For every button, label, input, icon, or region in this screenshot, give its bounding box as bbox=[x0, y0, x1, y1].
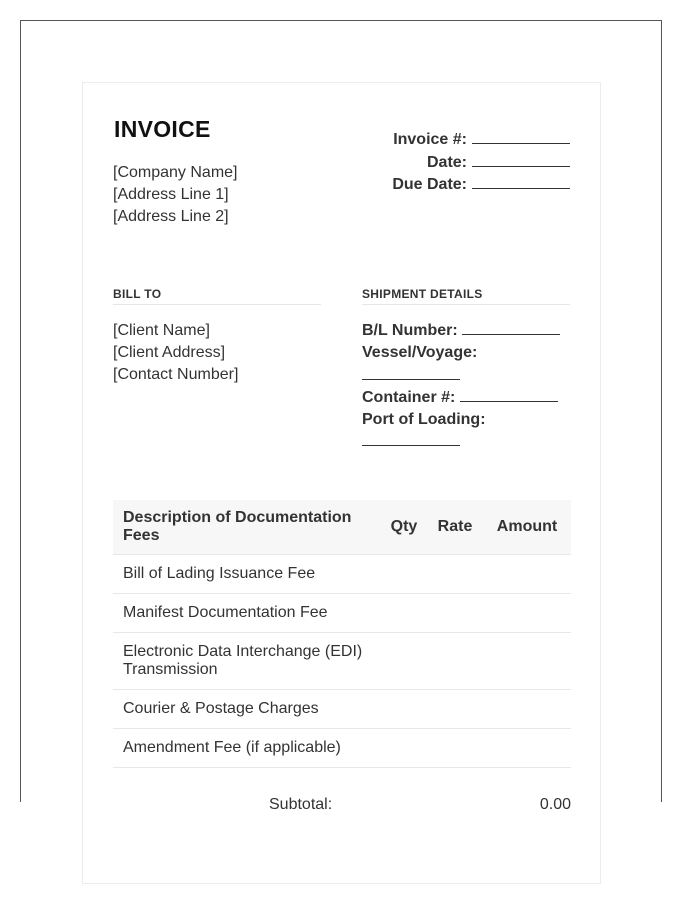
invoice-date-row bbox=[340, 152, 570, 175]
row-qty bbox=[381, 690, 427, 729]
row-rate bbox=[427, 594, 483, 633]
row-qty bbox=[381, 555, 427, 594]
row-qty bbox=[381, 729, 427, 768]
row-qty bbox=[381, 594, 427, 633]
container-number-blank bbox=[460, 387, 558, 402]
document-viewport bbox=[20, 20, 662, 813]
container-number-row bbox=[362, 387, 572, 409]
bill-to-block bbox=[113, 320, 238, 386]
due-date-row bbox=[340, 174, 570, 197]
table-row bbox=[113, 594, 571, 633]
column-header-amount: Amount bbox=[483, 500, 571, 555]
subtotal-label: Subtotal: bbox=[269, 796, 333, 813]
company-block bbox=[113, 162, 238, 228]
invoice-number-row bbox=[340, 129, 570, 152]
row-amount bbox=[483, 633, 571, 690]
subtotal-value: 0.00 bbox=[539, 796, 571, 813]
row-rate bbox=[427, 690, 483, 729]
column-header-rate: Rate bbox=[427, 500, 483, 555]
invoice-number-label: Invoice #: bbox=[393, 131, 467, 148]
row-description: Amendment Fee (if applicable) bbox=[113, 729, 381, 768]
company-name: [Company Name] bbox=[113, 164, 238, 181]
row-description: Manifest Documentation Fee bbox=[113, 594, 381, 633]
invoice-meta bbox=[340, 129, 570, 197]
client-name: [Client Name] bbox=[113, 322, 210, 339]
row-amount bbox=[483, 690, 571, 729]
column-header-qty: Qty bbox=[381, 500, 427, 555]
invoice-title: INVOICE bbox=[114, 116, 211, 142]
row-rate bbox=[427, 729, 483, 768]
row-amount bbox=[483, 594, 571, 633]
company-address-line-1: [Address Line 1] bbox=[113, 186, 229, 203]
bl-number-row bbox=[362, 320, 572, 342]
shipment-details-heading: SHIPMENT DETAILS bbox=[362, 287, 570, 305]
table-row bbox=[113, 555, 571, 594]
invoice-date-label: Date: bbox=[426, 153, 467, 171]
vessel-voyage-row bbox=[362, 342, 572, 387]
row-description: Bill of Lading Issuance Fee bbox=[113, 555, 381, 594]
row-rate bbox=[427, 555, 483, 594]
invoice-page bbox=[82, 82, 601, 884]
client-address: [Client Address] bbox=[113, 344, 226, 361]
port-of-loading-label: Port of Loading: bbox=[362, 411, 486, 429]
port-of-loading-row bbox=[362, 409, 572, 454]
row-amount bbox=[483, 555, 571, 594]
row-description: Electronic Data Interchange (EDI) Transmission bbox=[113, 633, 381, 690]
invoice-date-blank bbox=[472, 152, 570, 167]
fees-table bbox=[113, 500, 571, 768]
row-qty bbox=[381, 633, 427, 690]
row-rate bbox=[427, 633, 483, 690]
bl-number-blank bbox=[462, 320, 560, 335]
shipment-details-block bbox=[362, 320, 572, 454]
row-description: Courier & Postage Charges bbox=[113, 690, 381, 729]
port-of-loading-blank bbox=[362, 431, 460, 446]
vessel-voyage-blank bbox=[362, 365, 460, 380]
vessel-voyage-label: Vessel/Voyage: bbox=[362, 344, 478, 362]
invoice-number-blank bbox=[472, 129, 570, 144]
table-row bbox=[113, 690, 571, 729]
bl-number-label: B/L Number: bbox=[362, 322, 458, 339]
due-date-blank bbox=[472, 174, 570, 189]
due-date-label: Due Date: bbox=[392, 176, 467, 193]
client-contact: [Contact Number] bbox=[113, 366, 239, 383]
bill-to-heading: BILL TO bbox=[113, 287, 321, 305]
container-number-label: Container #: bbox=[362, 388, 456, 406]
table-row bbox=[113, 729, 571, 768]
row-amount bbox=[483, 729, 571, 768]
table-header-row bbox=[113, 500, 571, 555]
table-row bbox=[113, 633, 571, 690]
column-header-description: Description of Documentation Fees bbox=[113, 500, 381, 555]
company-address-line-2: [Address Line 2] bbox=[113, 208, 229, 225]
